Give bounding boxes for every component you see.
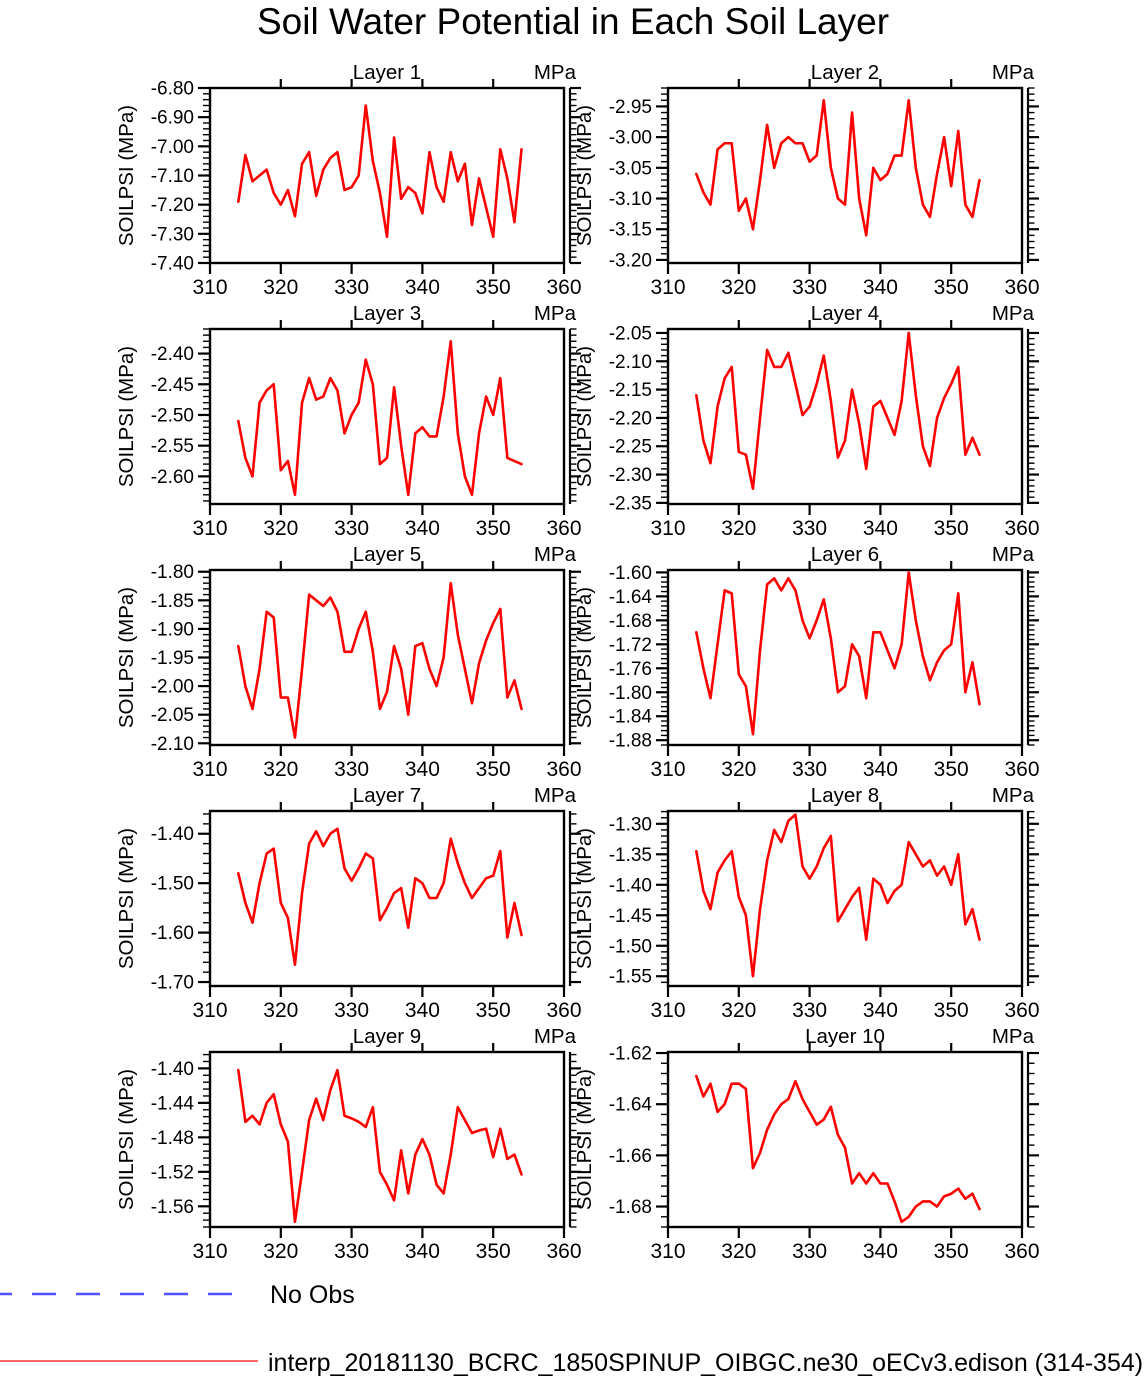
x-tick-label: 320 [263, 999, 299, 1022]
y-tick-label: -2.05 [150, 705, 194, 727]
x-tick-label: 350 [933, 999, 969, 1022]
y-tick-label: -1.68 [608, 610, 652, 632]
x-tick-label: 310 [192, 1240, 228, 1263]
y-tick-label: -1.45 [608, 905, 652, 927]
x-tick-label: 330 [792, 999, 828, 1022]
x-tick-label: 340 [862, 1240, 898, 1263]
y-tick-label: -1.50 [608, 936, 652, 958]
y-axis-label: SOILPSI (MPa) [115, 827, 138, 970]
x-tick-label: 350 [475, 758, 511, 781]
x-tick-label: 360 [1004, 758, 1040, 781]
series-line [696, 815, 979, 977]
x-tick-label: 320 [263, 517, 299, 540]
y-tick-label: -1.40 [608, 875, 652, 897]
y-axis-label: SOILPSI (MPa) [573, 827, 596, 970]
panel-title: Layer 2 [810, 61, 880, 84]
unit-label: MPa [533, 1025, 576, 1048]
y-tick-label: -1.68 [608, 1197, 652, 1219]
unit-label: MPa [533, 784, 576, 807]
unit-label: MPa [533, 61, 576, 84]
unit-label: MPa [991, 61, 1034, 84]
y-tick-label: -1.44 [150, 1093, 194, 1115]
y-tick-label: -3.20 [608, 250, 652, 272]
x-tick-label: 350 [475, 1240, 511, 1263]
plot-box [668, 329, 1022, 504]
unit-label: MPa [533, 302, 576, 325]
y-tick-label: -2.60 [150, 466, 194, 488]
x-tick-label: 320 [263, 1240, 299, 1263]
plot-box [668, 570, 1022, 745]
plot-box [668, 1052, 1022, 1227]
y-tick-label: -1.90 [150, 619, 194, 641]
y-tick-label: -1.60 [608, 562, 652, 584]
y-axis-label: SOILPSI (MPa) [115, 345, 138, 488]
panel-title: Layer 5 [352, 543, 422, 566]
x-tick-label: 350 [933, 1240, 969, 1263]
x-tick-label: 350 [933, 758, 969, 781]
y-tick-label: -2.30 [608, 465, 652, 487]
y-tick-label: -1.80 [150, 562, 194, 584]
y-tick-label: -1.72 [608, 634, 652, 656]
y-tick-label: -1.55 [608, 966, 652, 988]
no-obs-legend-line [0, 1290, 250, 1298]
x-tick-label: 320 [721, 517, 757, 540]
x-tick-label: 320 [721, 276, 757, 299]
y-tick-label: -1.66 [608, 1145, 652, 1167]
y-axis-label: SOILPSI (MPa) [115, 586, 138, 729]
panel-title: Layer 4 [810, 302, 880, 325]
y-tick-label: -2.40 [150, 344, 194, 366]
y-tick-label: -7.30 [150, 224, 194, 246]
panel-layer-7 [110, 778, 590, 1023]
unit-label: MPa [991, 302, 1034, 325]
y-tick-label: -6.90 [150, 107, 194, 129]
y-tick-label: -3.00 [608, 127, 652, 149]
figure-title: Soil Water Potential in Each Soil Layer [256, 1, 890, 42]
x-tick-label: 320 [721, 758, 757, 781]
y-tick-label: -3.15 [608, 219, 652, 241]
series-line [238, 341, 521, 495]
y-tick-label: -2.15 [608, 380, 652, 402]
x-tick-label: 330 [334, 758, 370, 781]
x-tick-label: 360 [546, 1240, 582, 1263]
x-tick-label: 320 [721, 1240, 757, 1263]
y-tick-label: -1.64 [608, 586, 652, 608]
x-tick-label: 360 [1004, 276, 1040, 299]
series-line [696, 572, 979, 734]
x-tick-label: 350 [933, 517, 969, 540]
series-line [696, 333, 979, 489]
panel-layer-6 [568, 537, 1048, 782]
x-tick-label: 360 [546, 999, 582, 1022]
series-legend-label: interp_20181130_BCRC_1850SPINUP_OIBGC.ne30_oECv3.edison (314-354) [268, 1349, 1144, 1377]
series-line [696, 100, 979, 235]
x-tick-label: 310 [192, 276, 228, 299]
y-tick-label: -1.64 [608, 1094, 652, 1116]
y-tick-label: -7.10 [150, 166, 194, 187]
series-line [238, 829, 521, 965]
y-tick-label: -2.10 [608, 351, 652, 373]
x-tick-label: 350 [475, 999, 511, 1022]
x-tick-label: 310 [650, 276, 686, 299]
x-tick-label: 330 [792, 517, 828, 540]
panel-title: Layer 8 [810, 784, 880, 807]
panel-title: Layer 3 [352, 302, 422, 325]
y-tick-label: -1.95 [150, 648, 194, 669]
x-tick-label: 340 [862, 758, 898, 781]
plot-box [668, 88, 1022, 263]
y-tick-label: -6.80 [150, 78, 194, 100]
x-tick-label: 350 [475, 517, 511, 540]
x-tick-label: 310 [650, 1240, 686, 1263]
plot-box [210, 811, 564, 986]
panel-layer-9 [110, 1019, 590, 1264]
y-tick-label: -1.40 [150, 824, 194, 846]
y-tick-label: -1.30 [608, 814, 652, 836]
x-tick-label: 340 [404, 276, 440, 299]
x-tick-label: 330 [334, 999, 370, 1022]
y-tick-label: -1.52 [150, 1162, 194, 1184]
y-tick-label: -2.45 [150, 374, 194, 396]
y-tick-label: -1.40 [150, 1058, 194, 1080]
x-tick-label: 340 [404, 758, 440, 781]
panel-layer-8 [568, 778, 1048, 1023]
plot-box [668, 811, 1022, 986]
y-tick-label: -2.50 [150, 405, 194, 427]
y-tick-label: -1.76 [608, 658, 652, 680]
panel-layer-10 [568, 1019, 1048, 1264]
unit-label: MPa [991, 543, 1034, 566]
panel-title: Layer 6 [810, 543, 880, 566]
unit-label: MPa [533, 543, 576, 566]
x-tick-label: 330 [792, 758, 828, 781]
y-tick-label: -2.55 [150, 436, 194, 458]
series-line [238, 106, 521, 237]
y-tick-label: -7.00 [150, 136, 194, 158]
x-tick-label: 340 [404, 999, 440, 1022]
y-tick-label: -1.84 [608, 706, 652, 728]
y-tick-label: -3.10 [608, 189, 652, 211]
x-tick-label: 310 [650, 758, 686, 781]
y-tick-label: -1.35 [608, 844, 652, 866]
x-tick-label: 360 [1004, 1240, 1040, 1263]
y-tick-label: -7.20 [150, 195, 194, 217]
x-tick-label: 340 [862, 517, 898, 540]
y-tick-label: -1.88 [608, 730, 652, 752]
y-tick-label: -2.35 [608, 493, 652, 515]
y-tick-label: -2.05 [608, 323, 652, 345]
y-axis-label: SOILPSI (MPa) [573, 1068, 596, 1211]
x-tick-label: 330 [792, 276, 828, 299]
x-tick-label: 360 [1004, 517, 1040, 540]
panel-title: Layer 1 [352, 61, 422, 84]
plot-box [210, 570, 564, 745]
panel-layer-3 [110, 296, 590, 541]
y-tick-label: -3.05 [608, 158, 652, 180]
x-tick-label: 350 [933, 276, 969, 299]
y-tick-label: -2.25 [608, 436, 652, 458]
x-tick-label: 330 [334, 276, 370, 299]
x-tick-label: 320 [263, 758, 299, 781]
y-tick-label: -1.70 [150, 972, 194, 994]
x-tick-label: 330 [334, 517, 370, 540]
y-axis-label: SOILPSI (MPa) [115, 104, 138, 247]
x-tick-label: 350 [475, 276, 511, 299]
y-axis-label: SOILPSI (MPa) [115, 1068, 138, 1211]
x-tick-label: 310 [650, 999, 686, 1022]
plot-box [210, 1052, 564, 1227]
series-legend-line [0, 1358, 260, 1364]
x-tick-label: 360 [546, 517, 582, 540]
y-tick-label: -2.95 [608, 96, 652, 118]
y-tick-label: -1.80 [608, 682, 652, 704]
panel-layer-2 [568, 55, 1048, 300]
panel-title: Layer 9 [352, 1025, 422, 1048]
y-tick-label: -2.00 [150, 676, 194, 698]
y-tick-label: -1.50 [150, 873, 194, 895]
y-tick-label: -1.85 [150, 590, 194, 612]
y-tick-label: -1.56 [150, 1196, 194, 1218]
y-axis-label: SOILPSI (MPa) [573, 104, 596, 247]
y-tick-label: -1.62 [608, 1043, 652, 1065]
x-tick-label: 340 [404, 1240, 440, 1263]
y-tick-label: -1.60 [150, 923, 194, 945]
x-tick-label: 330 [792, 1240, 828, 1263]
y-axis-label: SOILPSI (MPa) [573, 345, 596, 488]
x-tick-label: 360 [546, 276, 582, 299]
x-tick-label: 340 [404, 517, 440, 540]
series-line [696, 1076, 979, 1222]
unit-label: MPa [991, 784, 1034, 807]
panel-layer-4 [568, 296, 1048, 541]
panel-layer-1 [110, 55, 590, 300]
x-tick-label: 310 [192, 517, 228, 540]
x-tick-label: 360 [1004, 999, 1040, 1022]
series-line [238, 1070, 521, 1222]
y-tick-label: -7.40 [150, 253, 194, 275]
no-obs-legend-label: No Obs [270, 1281, 355, 1309]
y-axis-label: SOILPSI (MPa) [573, 586, 596, 729]
x-tick-label: 310 [192, 758, 228, 781]
unit-label: MPa [991, 1025, 1034, 1048]
series-line [238, 583, 521, 737]
x-tick-label: 330 [334, 1240, 370, 1263]
y-tick-label: -2.20 [608, 408, 652, 430]
panel-title: Layer 7 [352, 784, 422, 807]
x-tick-label: 340 [862, 276, 898, 299]
x-tick-label: 360 [546, 758, 582, 781]
x-tick-label: 320 [721, 999, 757, 1022]
x-tick-label: 320 [263, 276, 299, 299]
x-tick-label: 340 [862, 999, 898, 1022]
x-tick-label: 310 [192, 999, 228, 1022]
x-tick-label: 310 [650, 517, 686, 540]
plot-box [210, 329, 564, 504]
panel-layer-5 [110, 537, 590, 782]
y-tick-label: -1.48 [150, 1127, 194, 1149]
y-tick-label: -2.10 [150, 733, 194, 755]
panel-title: Layer 10 [805, 1025, 885, 1048]
